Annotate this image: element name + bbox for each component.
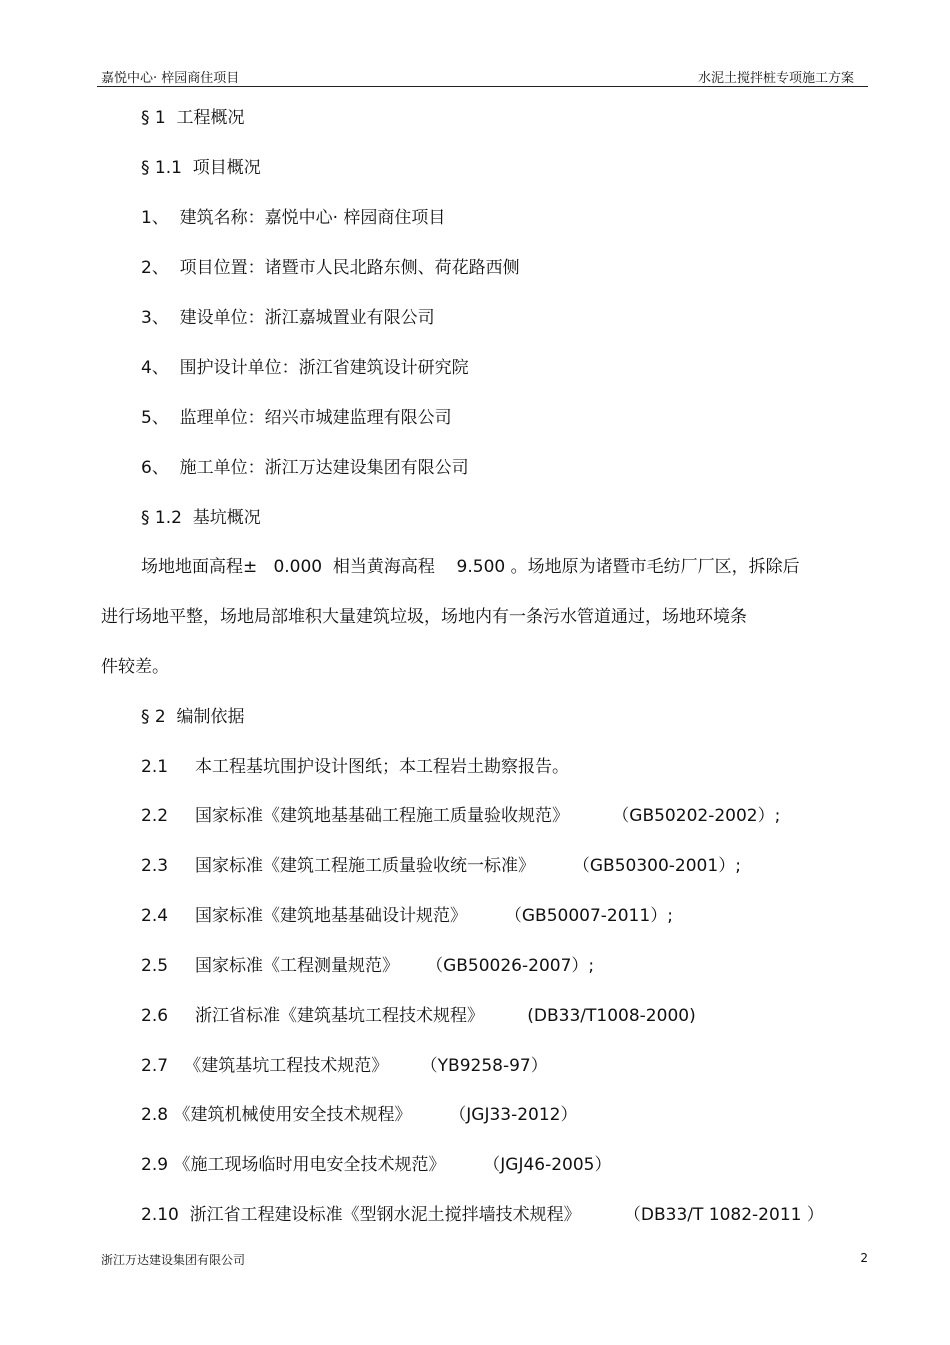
reference-item: 2.1 本工程基坑围护设计图纸；本工程岩土勘察报告。 <box>141 757 570 777</box>
pit-paragraph-line: 场地地面高程± 0.000 相当黄海高程 9.500 。场地原为诸暨市毛纺厂厂区，拆除后 <box>141 557 800 577</box>
project-item: 4、 围护设计单位：浙江省建筑设计研究院 <box>141 358 469 378</box>
reference-item: 2.10 浙江省工程建设标准《型钢水泥土搅拌墙技术规程》 （DB33/T 1082-2011 ） <box>141 1205 824 1225</box>
reference-item: 2.5 国家标准《工程测量规范》 （GB50026-2007）; <box>141 956 595 976</box>
header-divider <box>97 86 868 87</box>
reference-item: 2.4 国家标准《建筑地基基础设计规范》 （GB50007-2011）; <box>141 906 673 926</box>
project-item: 1、 建筑名称：嘉悦中心· 梓园商住项目 <box>141 208 446 228</box>
page-number: 2 <box>860 1251 868 1265</box>
section-heading-1: § 1 工程概况 <box>141 108 245 128</box>
project-item: 5、 监理单位：绍兴市城建监理有限公司 <box>141 408 452 428</box>
reference-item: 2.9 《施工现场临时用电安全技术规范》 （JGJ46-2005） <box>141 1155 612 1175</box>
section-heading-1-1: § 1.1 项目概况 <box>141 158 261 178</box>
project-item: 6、 施工单位：浙江万达建设集团有限公司 <box>141 458 469 478</box>
reference-item: 2.3 国家标准《建筑工程施工质量验收统一标准》 （GB50300-2001）; <box>141 856 741 876</box>
section-heading-1-2: § 1.2 基坑概况 <box>141 508 261 528</box>
reference-item: 2.8 《建筑机械使用安全技术规程》 （JGJ33-2012） <box>141 1105 578 1125</box>
project-item: 2、 项目位置：诸暨市人民北路东侧、荷花路西侧 <box>141 258 520 278</box>
header-project-name: 嘉悦中心· 梓园商住项目 <box>101 71 240 86</box>
reference-item: 2.2 国家标准《建筑地基基础工程施工质量验收规范》 （GB50202-2002）; <box>141 806 781 826</box>
header-document-title: 水泥土搅拌桩专项施工方案 <box>697 71 854 86</box>
pit-paragraph-line: 件较差。 <box>101 657 169 677</box>
section-heading-2: § 2 编制依据 <box>141 707 245 727</box>
footer-company: 浙江万达建设集团有限公司 <box>101 1253 246 1267</box>
reference-item: 2.7 《建筑基坑工程技术规范》 （YB9258-97） <box>141 1056 548 1076</box>
reference-item: 2.6 浙江省标准《建筑基坑工程技术规程》 (DB33/T1008-2000) <box>141 1006 696 1026</box>
project-item: 3、 建设单位：浙江嘉城置业有限公司 <box>141 308 435 328</box>
pit-paragraph-line: 进行场地平整，场地局部堆积大量建筑垃圾，场地内有一条污水管道通过，场地环境条 <box>101 607 747 627</box>
